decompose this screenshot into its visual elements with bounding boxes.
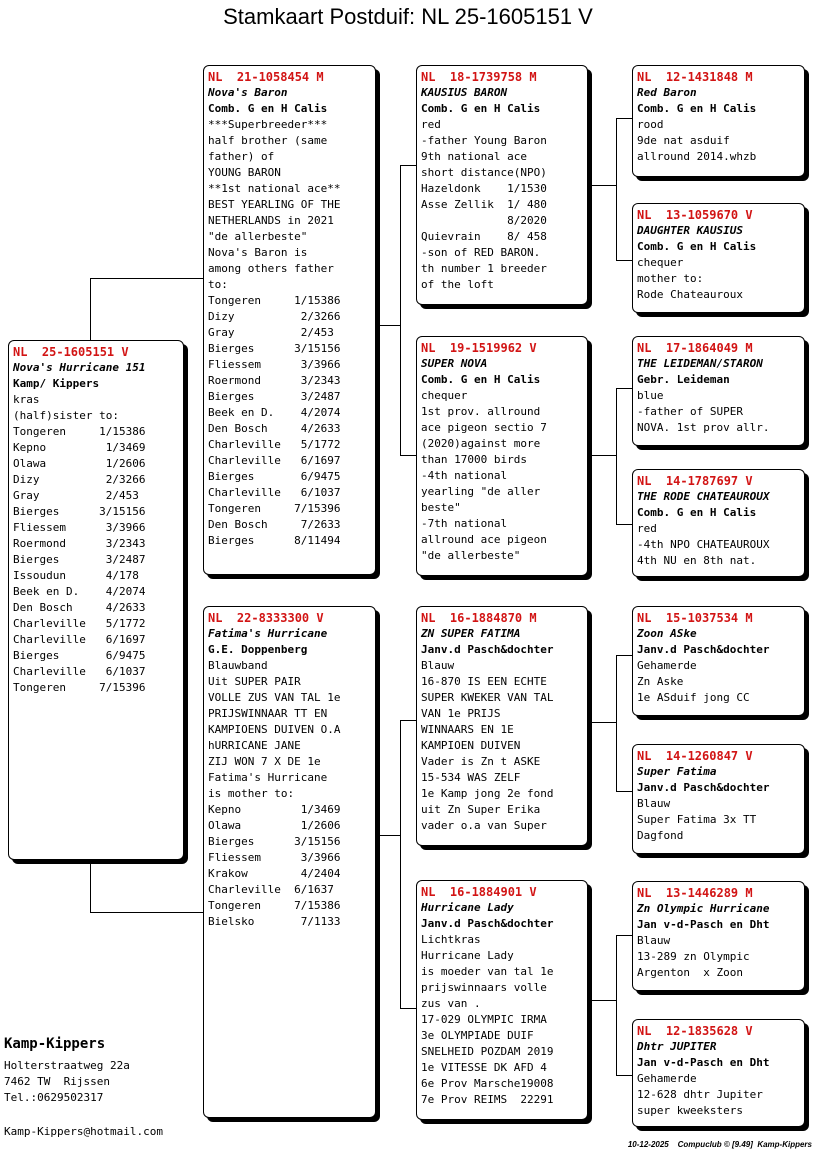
owner-name: Kamp/ Kippers	[13, 377, 100, 390]
connector	[616, 388, 617, 524]
ring-number: NL 13-1446289 M	[637, 886, 753, 900]
connector	[90, 278, 91, 340]
info-line: Beek en D. 4/2074	[208, 406, 341, 419]
info-line: 17-029 OLYMPIC IRMA	[421, 1013, 547, 1026]
pigeon-card-sire-sire[interactable]	[416, 65, 588, 305]
connector	[90, 860, 91, 912]
connector	[590, 1000, 616, 1001]
info-line: ***Superbreeder***	[208, 118, 328, 131]
pigeon-card-dam-dam[interactable]	[416, 880, 588, 1120]
info-line: VAN 1e PRIJS	[421, 707, 501, 720]
info-line: Charleville 5/1772	[208, 438, 341, 451]
info-line: Lichtkras	[421, 933, 481, 946]
pigeon-name: ZN SUPER FATIMA	[421, 627, 521, 640]
info-line: vader o.a van Super	[421, 819, 547, 832]
info-line: 1st prov. allround	[421, 405, 541, 418]
pigeon-card-subject[interactable]	[8, 340, 184, 860]
owner-name: Jan v-d-Pasch en Dht	[637, 918, 770, 931]
info-line: Dizy 2/3266	[208, 310, 341, 323]
connector	[616, 118, 633, 119]
page-title: Stamkaart Postduif: NL 25-1605151 V	[223, 4, 593, 29]
connector	[400, 1008, 417, 1009]
info-line: allround 2014.whzb	[637, 150, 757, 163]
info-line: Bierges 6/9475	[208, 470, 341, 483]
ring-number: NL 25-1605151 V	[13, 345, 129, 359]
info-line: NETHERLANDS in 2021	[208, 214, 334, 227]
info-line: super kweeksters	[637, 1104, 743, 1117]
pigeon-card-dam-sire[interactable]	[416, 606, 588, 846]
pigeon-name: Red Baron	[637, 86, 697, 99]
connector	[400, 165, 417, 166]
info-line: Kepno 1/3469	[13, 441, 146, 454]
pigeon-name: DAUGHTER KAUSIUS	[637, 224, 743, 237]
pigeon-name: Fatima's Hurricane	[208, 627, 328, 640]
owner-name: Comb. G en H Calis	[421, 102, 541, 115]
info-line: Gehamerde	[637, 1072, 697, 1085]
info-line: 15-534 WAS ZELF	[421, 771, 521, 784]
info-line: Bierges 3/2487	[208, 390, 341, 403]
info-line: ZIJ WON 7 X DE 1e	[208, 755, 321, 768]
pigeon-card-ddd[interactable]	[632, 1019, 805, 1127]
info-line: Fatima's Hurricane	[208, 771, 328, 784]
info-line: YOUNG BARON	[208, 166, 281, 179]
info-line: -father Young Baron	[421, 134, 547, 147]
pigeon-name: Hurricane Lady	[421, 901, 514, 914]
info-line: of the loft	[421, 278, 494, 291]
info-line: 16-870 IS EEN ECHTE	[421, 675, 547, 688]
pigeon-card-dam[interactable]	[203, 606, 376, 1118]
info-line: prijswinnaars volle	[421, 981, 547, 994]
info-line: KAMPIOENS DUIVEN O.A	[208, 723, 341, 736]
info-line: Charleville 6/1637	[208, 883, 334, 896]
pigeon-name: Zoon ASke	[637, 627, 697, 640]
connector	[616, 1075, 633, 1076]
info-line: kras	[13, 393, 40, 406]
info-line: beste"	[421, 501, 461, 514]
info-line: short distance(NPO)	[421, 166, 547, 179]
breeder-name: Kamp-Kippers	[4, 1036, 106, 1052]
info-line: zus van .	[421, 997, 481, 1010]
info-line: Fliessem 3/3966	[208, 851, 341, 864]
info-line: Tongeren 7/15386	[208, 899, 341, 912]
connector	[378, 835, 400, 836]
info-line: -son of RED BARON.	[421, 246, 541, 259]
info-line: Charleville 6/1697	[13, 633, 146, 646]
owner-name: Janv.d Pasch&dochter	[637, 781, 770, 794]
connector	[90, 278, 205, 279]
pigeon-name: SUPER NOVA	[421, 357, 488, 370]
info-line: Den Bosch 7/2633	[208, 518, 341, 531]
owner-name: Jan v-d-Pasch en Dht	[637, 1056, 770, 1069]
info-line: rood	[637, 118, 664, 131]
pigeon-name: THE RODE CHATEAUROUX	[637, 490, 770, 503]
info-line: Den Bosch 4/2633	[13, 601, 146, 614]
connector	[90, 912, 205, 913]
info-line: Super Fatima 3x TT	[637, 813, 757, 826]
pigeon-name: Super Fatima	[637, 765, 717, 778]
ring-number: NL 18-1739758 M	[421, 70, 537, 84]
pigeon-card-sire[interactable]	[203, 65, 376, 575]
info-line: Olawa 1/2606	[13, 457, 146, 470]
breeder-address: Holterstraatweg 22a	[4, 1059, 130, 1072]
info-line: Asse Zellik 1/ 480	[421, 198, 547, 211]
info-line: **1st national ace**	[208, 182, 341, 195]
connector	[590, 455, 616, 456]
info-line: Blauwband	[208, 659, 268, 672]
info-line: (2020)against more	[421, 437, 541, 450]
owner-name: Janv.d Pasch&dochter	[637, 643, 770, 656]
ring-number: NL 14-1787697 V	[637, 474, 753, 488]
info-line: Charleville 6/1037	[13, 665, 146, 678]
pigeon-card-sire-dam[interactable]	[416, 336, 588, 576]
info-line: Charleville 6/1037	[208, 486, 341, 499]
info-line: 13-289 zn Olympic	[637, 950, 750, 963]
connector	[616, 524, 633, 525]
ring-number: NL 19-1519962 V	[421, 341, 537, 355]
info-line: -4th national	[421, 469, 508, 482]
info-line: Blauw	[637, 934, 671, 947]
info-line: 6e Prov Marsche19008	[421, 1077, 554, 1090]
pigeon-name: Dhtr JUPITER	[637, 1040, 717, 1053]
info-line: 9de nat asduif	[637, 134, 730, 147]
info-line: Beek en D. 4/2074	[13, 585, 146, 598]
info-line: KAMPIOEN DUIVEN	[421, 739, 521, 752]
info-line: Dizy 2/3266	[13, 473, 146, 486]
info-line: Charleville 5/1772	[13, 617, 146, 630]
info-line: Bierges 3/15156	[208, 835, 341, 848]
connector	[400, 165, 401, 455]
info-line: -father of SUPER	[637, 405, 743, 418]
pigeon-card-dss[interactable]	[632, 606, 805, 716]
ring-number: NL 12-1835628 V	[637, 1024, 753, 1038]
info-line: Tongeren 1/15386	[13, 425, 146, 438]
info-line: Tongeren 7/15396	[13, 681, 146, 694]
info-line: Fliessem 3/3966	[208, 358, 341, 371]
connector	[590, 185, 616, 186]
info-line: Bierges 8/11494	[208, 534, 341, 547]
pigeon-card-sss[interactable]	[632, 65, 805, 177]
info-line: Bierges 6/9475	[13, 649, 146, 662]
info-line: "de allerbeste"	[208, 230, 308, 243]
info-line: PRIJSWINNAAR TT EN	[208, 707, 328, 720]
ring-number: NL 21-1058454 M	[208, 70, 324, 84]
info-line: Hurricane Lady	[421, 949, 514, 962]
info-line: chequer	[421, 389, 468, 402]
owner-name: Comb. G en H Calis	[637, 506, 757, 519]
info-line: SUPER KWEKER VAN TAL	[421, 691, 554, 704]
info-line: is mother to:	[208, 787, 295, 800]
info-line: -4th NPO CHATEAUROUX	[637, 538, 770, 551]
info-line: Argenton x Zoon	[637, 966, 743, 979]
info-line: Tongeren 1/15386	[208, 294, 341, 307]
pigeon-name: THE LEIDEMAN/STARON	[637, 357, 763, 370]
info-line: half brother (same	[208, 134, 328, 147]
connector	[616, 935, 633, 936]
info-line: 9th national ace	[421, 150, 527, 163]
info-line: hURRICANE JANE	[208, 739, 301, 752]
info-line: Den Bosch 4/2633	[208, 422, 341, 435]
pigeon-card-sds[interactable]	[632, 336, 805, 446]
info-line: -7th national	[421, 517, 508, 530]
connector	[616, 791, 633, 792]
info-line: SNELHEID POZDAM 2019	[421, 1045, 554, 1058]
pigeon-card-dsd[interactable]	[632, 744, 805, 854]
connector	[400, 455, 417, 456]
info-line: Kepno 1/3469	[208, 803, 341, 816]
connector	[616, 388, 633, 389]
info-line: Nova's Baron is	[208, 246, 308, 259]
owner-name: Gebr. Leideman	[637, 373, 730, 386]
info-line: WINNAARS EN 1E	[421, 723, 514, 736]
info-line: Blauw	[637, 797, 671, 810]
owner-name: Janv.d Pasch&dochter	[421, 643, 554, 656]
ring-number: NL 17-1864049 M	[637, 341, 753, 355]
info-line: Zn Aske	[637, 675, 684, 688]
ring-number: NL 16-1884901 V	[421, 885, 537, 899]
pigeon-card-ssd[interactable]	[632, 203, 805, 313]
pigeon-name: Nova's Baron	[208, 86, 288, 99]
pigeon-name: Zn Olympic Hurricane	[637, 902, 770, 915]
pigeon-card-dds[interactable]	[632, 881, 805, 991]
connector	[616, 118, 617, 260]
info-line: 12-628 dhtr Jupiter	[637, 1088, 763, 1101]
info-line: Olawa 1/2606	[208, 819, 341, 832]
info-line: ace pigeon sectio 7	[421, 421, 547, 434]
info-line: is moeder van tal 1e	[421, 965, 554, 978]
connector	[616, 655, 633, 656]
info-line: Dagfond	[637, 829, 684, 842]
info-line: Krakow 4/2404	[208, 867, 341, 880]
info-line: among others father	[208, 262, 334, 275]
info-line: Tongeren 7/15396	[208, 502, 341, 515]
info-line: to:	[208, 278, 228, 291]
info-line: 1e VITESSE DK AFD 4	[421, 1061, 547, 1074]
connector	[616, 935, 617, 1075]
info-line: chequer	[637, 256, 684, 269]
pigeon-name: Nova's Hurricane 151	[13, 361, 146, 374]
software-credit: 10-12-2025 Compuclub © [9.49] Kamp-Kippers	[627, 1140, 812, 1149]
info-line: BEST YEARLING OF THE	[208, 198, 341, 211]
info-line: red	[637, 522, 657, 535]
info-line: Uit SUPER PAIR	[208, 675, 301, 688]
breeder-city: 7462 TW Rijssen	[4, 1075, 110, 1088]
breeder-phone: Tel.:0629502317	[4, 1091, 104, 1104]
connector	[616, 260, 633, 261]
info-line: (half)sister to:	[13, 409, 119, 422]
info-line: uit Zn Super Erika	[421, 803, 541, 816]
info-line: Hazeldonk 1/1530	[421, 182, 547, 195]
info-line: Roermond 3/2343	[13, 537, 146, 550]
info-line: Gehamerde	[637, 659, 697, 672]
info-line: 8/2020	[421, 214, 547, 227]
breeder-email[interactable]: Kamp-Kippers@hotmail.com	[4, 1125, 163, 1138]
info-line: Roermond 3/2343	[208, 374, 341, 387]
ring-number: NL 13-1059670 V	[637, 208, 753, 222]
info-line: mother to:	[637, 272, 704, 285]
info-line: Rode Chateauroux	[637, 288, 743, 301]
info-line: Charleville 6/1697	[208, 454, 341, 467]
info-line: Bierges 3/2487	[13, 553, 146, 566]
info-line: 7e Prov REIMS 22291	[421, 1093, 554, 1106]
info-line: 1e ASduif jong CC	[637, 691, 750, 704]
connector	[400, 720, 417, 721]
ring-number: NL 12-1431848 M	[637, 70, 753, 84]
info-line: "de allerbeste"	[421, 549, 521, 562]
owner-name: Comb. G en H Calis	[637, 102, 757, 115]
pigeon-name: KAUSIUS BARON	[421, 86, 508, 99]
info-line: blue	[637, 389, 664, 402]
info-line: Blauw	[421, 659, 455, 672]
info-line: 1e Kamp jong 2e fond	[421, 787, 554, 800]
connector	[590, 722, 616, 723]
owner-name: Comb. G en H Calis	[421, 373, 541, 386]
connector	[378, 325, 400, 326]
info-line: 4th NU en 8th nat.	[637, 554, 757, 567]
pigeon-card-sdd[interactable]	[632, 469, 805, 577]
info-line: Fliessem 3/3966	[13, 521, 146, 534]
info-line: NOVA. 1st prov allr.	[637, 421, 770, 434]
connector	[400, 720, 401, 1008]
info-line: red	[421, 118, 441, 131]
ring-number: NL 16-1884870 M	[421, 611, 537, 625]
ring-number: NL 22-8333300 V	[208, 611, 324, 625]
info-line: father) of	[208, 150, 275, 163]
info-line: Bierges 3/15156	[208, 342, 341, 355]
owner-name: Comb. G en H Calis	[637, 240, 757, 253]
info-line: Vader is Zn t ASKE	[421, 755, 541, 768]
info-line: Quievrain 8/ 458	[421, 230, 547, 243]
owner-name: Janv.d Pasch&dochter	[421, 917, 554, 930]
info-line: 3e OLYMPIADE DUIF	[421, 1029, 534, 1042]
info-line: allround ace pigeon	[421, 533, 547, 546]
info-line: Gray 2/453	[208, 326, 334, 339]
owner-name: Comb. G en H Calis	[208, 102, 328, 115]
info-line: Bierges 3/15156	[13, 505, 146, 518]
info-line: VOLLE ZUS VAN TAL 1e	[208, 691, 341, 704]
ring-number: NL 15-1037534 M	[637, 611, 753, 625]
info-line: than 17000 birds	[421, 453, 527, 466]
info-line: Gray 2/453	[13, 489, 139, 502]
connector	[616, 655, 617, 791]
info-line: Bielsko 7/1133	[208, 915, 341, 928]
info-line: yearling "de aller	[421, 485, 541, 498]
owner-name: G.E. Doppenberg	[208, 643, 308, 656]
info-line: Issoudun 4/178	[13, 569, 139, 582]
info-line: th number 1 breeder	[421, 262, 547, 275]
ring-number: NL 14-1260847 V	[637, 749, 753, 763]
